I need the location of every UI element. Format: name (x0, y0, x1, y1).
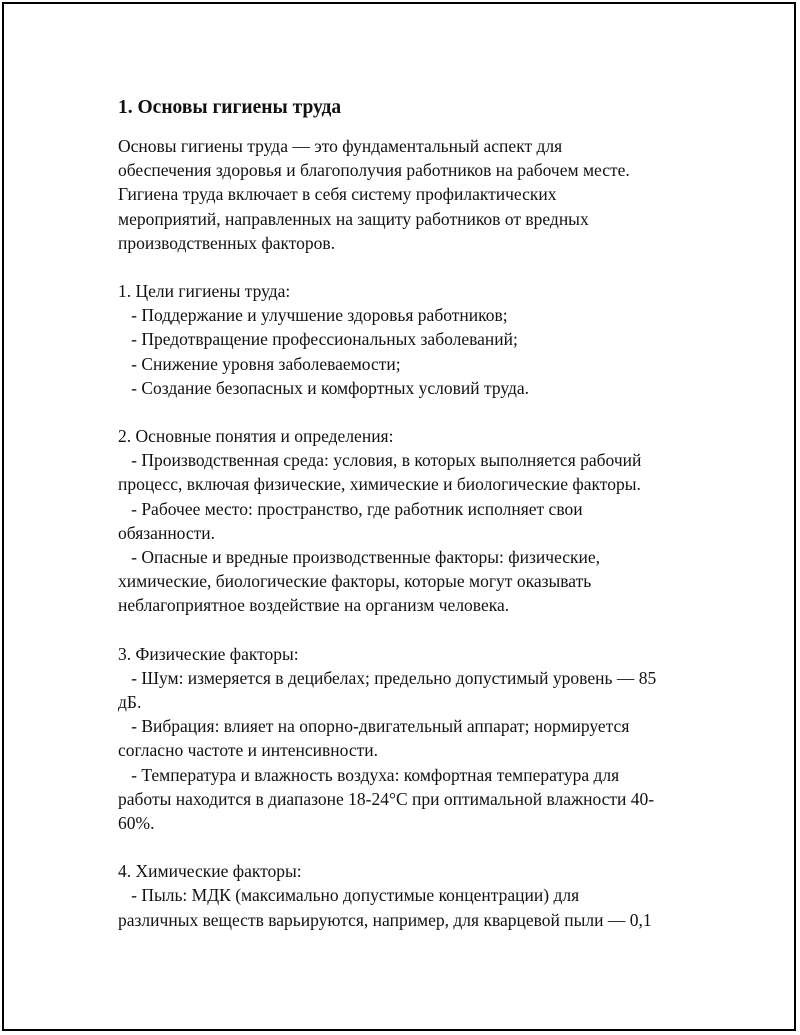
list-item: работы находится в диапазоне 18-24°C при оптимальной влажности 40- (118, 788, 655, 809)
list-item: 60%. (118, 813, 155, 834)
list-item: - Шум: измеряется в децибелах; предельно допустимый уровень — 85 (118, 667, 657, 688)
list-item: - Создание безопасных и комфортных условий труда. (118, 377, 530, 398)
list-item: различных веществ варьируются, например, для кварцевой пыли — 0,1 (118, 909, 652, 930)
list-item: химические, биологические факторы, которые могут оказывать (118, 571, 592, 592)
section-definitions (118, 424, 698, 618)
list-item: согласно частоте и интенсивности. (118, 740, 378, 761)
list-item: - Температура и влажность воздуха: комфортная температура для (118, 764, 620, 785)
document-body (118, 96, 698, 932)
list-item: - Вибрация: влияет на опорно-двигательный аппарат; нормируется (118, 716, 630, 737)
list-item: неблагоприятное воздействие на организм человека. (118, 595, 510, 616)
intro-line: Гигиена труда включает в себя систему профилактических (118, 184, 557, 205)
list-item: - Опасные и вредные производственные факторы: физические, (118, 547, 601, 568)
intro-line: производственных факторов. (118, 232, 336, 253)
document-title: 1. Основы гигиены труда (118, 97, 342, 118)
section-heading: 1. Цели гигиены труда: (118, 281, 291, 302)
list-item: дБ. (118, 692, 142, 713)
list-item: обязанности. (118, 522, 216, 543)
section-physical-factors (118, 642, 698, 836)
section-chemical-factors (118, 859, 698, 932)
intro-line: мероприятий, направленных на защиту работников от вредных (118, 208, 589, 229)
list-item: - Пыль: МДК (максимально допустимые концентрации) для (118, 885, 580, 906)
section-heading: 4. Химические факторы: (118, 861, 302, 882)
list-item: - Поддержание и улучшение здоровья работников; (118, 305, 508, 326)
list-item: - Производственная среда: условия, в которых выполняется рабочий (118, 450, 642, 471)
intro-line: обеспечения здоровья и благополучия работников на рабочем месте. (118, 160, 630, 181)
intro-paragraph (118, 134, 698, 255)
list-item: - Рабочее место: пространство, где работник исполняет свои (118, 498, 583, 519)
list-item: процесс, включая физические, химические и биологические факторы. (118, 474, 641, 495)
section-heading: 2. Основные понятия и определения: (118, 426, 394, 447)
section-heading: 3. Физические факторы: (118, 643, 299, 664)
list-item: - Предотвращение профессиональных заболеваний; (118, 329, 518, 350)
section-goals (118, 279, 698, 400)
intro-line: Основы гигиены труда — это фундаментальный аспект для (118, 136, 563, 156)
list-item: - Снижение уровня заболеваемости; (118, 353, 401, 374)
